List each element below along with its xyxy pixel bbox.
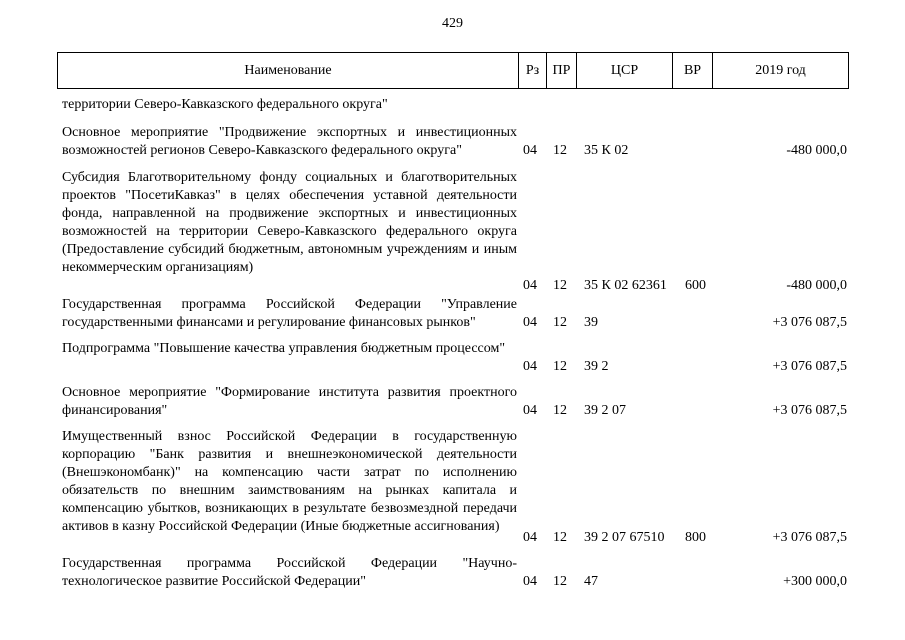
row-rz: 04 xyxy=(523,143,537,158)
table-row xyxy=(0,340,905,376)
row-csr: 35 К 02 xyxy=(584,143,629,158)
header-csr: ЦСР xyxy=(577,53,673,89)
row-pr: 12 xyxy=(553,574,567,589)
table-row xyxy=(0,124,905,160)
table-row xyxy=(0,384,905,420)
table-header xyxy=(57,52,849,89)
table-row xyxy=(0,96,905,116)
row-pr: 12 xyxy=(553,403,567,418)
header-pr: ПР xyxy=(547,53,577,89)
row-csr: 39 2 07 67510 xyxy=(584,530,665,545)
row-pr: 12 xyxy=(553,359,567,374)
row-amount: +300 000,0 xyxy=(783,574,847,589)
row-amount: -480 000,0 xyxy=(786,278,847,293)
row-rz: 04 xyxy=(523,403,537,418)
row-name: Государственная программа Российской Федерации "Научно-технологическое развитие Российской Федерации" xyxy=(62,556,517,589)
row-amount: +3 076 087,5 xyxy=(772,403,847,418)
row-vr: 800 xyxy=(685,530,706,545)
row-amount: +3 076 087,5 xyxy=(772,359,847,374)
header-year: 2019 год xyxy=(713,53,849,89)
table-row xyxy=(0,169,905,295)
header-name: Наименование xyxy=(58,53,519,89)
table-row xyxy=(0,428,905,554)
row-name: Основное мероприятие "Формирование института развития проектного финансирования" xyxy=(62,385,517,418)
page-number: 429 xyxy=(442,16,463,31)
row-csr: 35 К 02 62361 xyxy=(584,278,667,293)
row-csr: 39 2 07 xyxy=(584,403,626,418)
row-amount: -480 000,0 xyxy=(786,143,847,158)
row-amount: +3 076 087,5 xyxy=(772,530,847,545)
row-vr: 600 xyxy=(685,278,706,293)
row-name: Основное мероприятие "Продвижение экспортных и инвестиционных возможностей регионов Северо-Кавказского федерального округа" xyxy=(62,125,517,158)
row-csr: 39 xyxy=(584,315,598,330)
table-row xyxy=(0,555,905,591)
table-row xyxy=(0,296,905,332)
row-name: Подпрограмма "Повышение качества управления бюджетным процессом" xyxy=(62,341,506,356)
row-rz: 04 xyxy=(523,359,537,374)
row-rz: 04 xyxy=(523,530,537,545)
row-amount: +3 076 087,5 xyxy=(772,315,847,330)
row-name: Государственная программа Российской Федерации "Управление государственными финансами и регулирование финансовых рынков" xyxy=(62,297,517,330)
row-pr: 12 xyxy=(553,278,567,293)
row-name: Имущественный взнос Российской Федерации в государственную корпорацию "Банк развития и внешнеэкономической деятельности (Внешэкономбанк)" на компенсацию части затрат по исполнению обязательств по внешним заимствованиям на рынках капитала и компенсацию убытков, возникающих в результате безвозмездной передачи активов в казну Российской Федерации (Иные бюджетные ассигнования) xyxy=(62,429,517,534)
row-pr: 12 xyxy=(553,315,567,330)
row-rz: 04 xyxy=(523,574,537,589)
row-name: территории Северо-Кавказского федерального округа" xyxy=(62,97,388,112)
row-name: Субсидия Благотворительному фонду социальных и благотворительных проектов "ПосетиКавказ" в целях обеспечения уставной деятельности фонда, направленной на продвижение экспортных и инвестиционных возможностей на территории Северо-Кавказского федерального округа (Предоставление субсидий бюджетным, автономным учреждениям и иным некоммерческим организациям) xyxy=(62,170,517,275)
row-pr: 12 xyxy=(553,530,567,545)
row-rz: 04 xyxy=(523,315,537,330)
row-rz: 04 xyxy=(523,278,537,293)
row-csr: 47 xyxy=(584,574,598,589)
header-rz: Рз xyxy=(519,53,547,89)
header-vr: ВР xyxy=(673,53,713,89)
row-pr: 12 xyxy=(553,143,567,158)
row-csr: 39 2 xyxy=(584,359,609,374)
